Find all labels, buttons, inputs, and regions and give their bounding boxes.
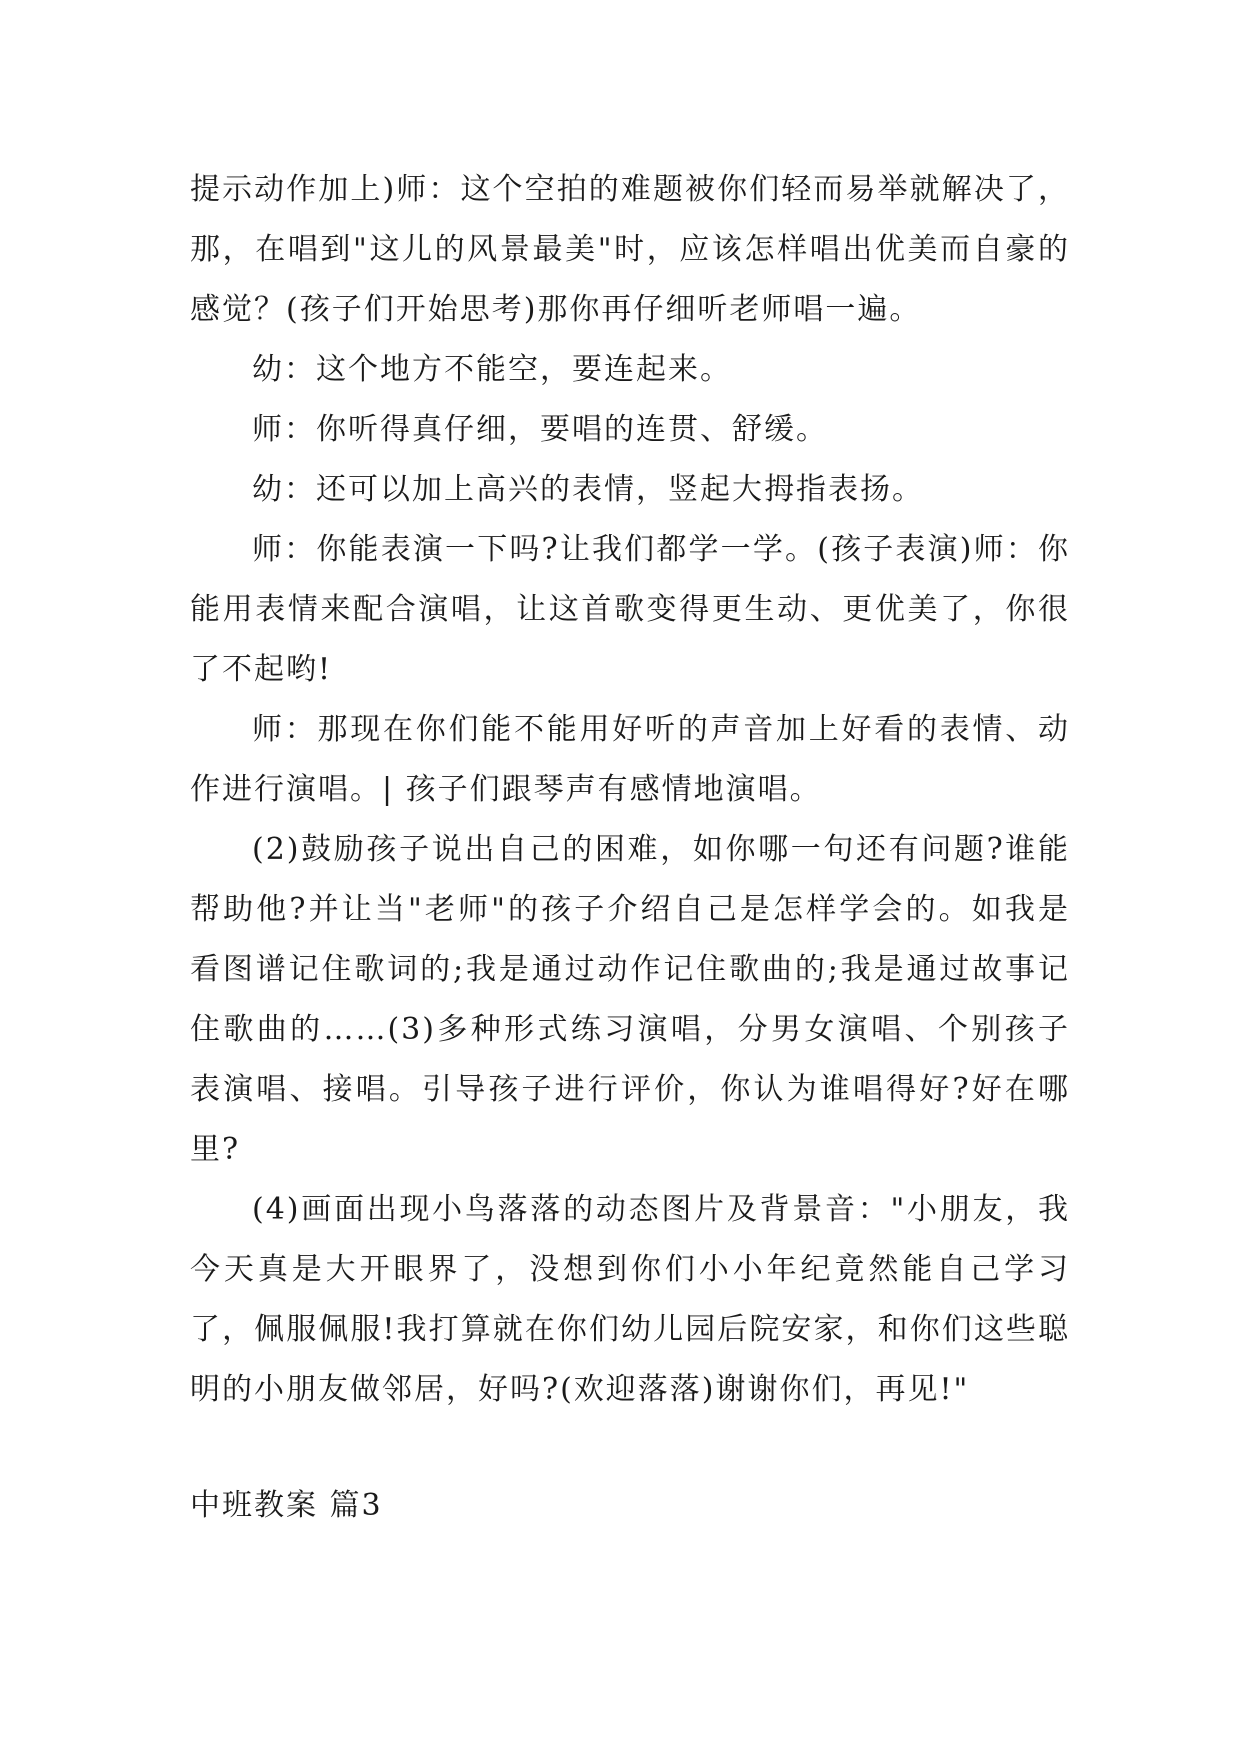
paragraph: 师：你能表演一下吗?让我们都学一学。(孩子表演)师：你能用表情来配合演唱，让这首歌变得更生动、更优美了，你很了不起哟! xyxy=(190,532,1070,687)
paragraph: 幼：这个地方不能空，要连起来。 xyxy=(252,352,732,387)
document-page xyxy=(190,160,1070,1536)
paragraph: 幼：还可以加上高兴的表情，竖起大拇指表扬。 xyxy=(252,472,924,507)
paragraph: 师：那现在你们能不能用好听的声音加上好看的表情、动作进行演唱。| 孩子们跟琴声有感情地演唱。 xyxy=(190,712,1070,807)
section-heading: 中班教案 篇3 xyxy=(190,1488,383,1523)
paragraph: 提示动作加上)师：这个空拍的难题被你们轻而易举就解决了，那，在唱到"这儿的风景最美"时，应该怎样唱出优美而自豪的感觉？(孩子们开始思考)那你再仔细听老师唱一遍。 xyxy=(190,172,1070,327)
paragraph: (2)鼓励孩子说出自己的困难，如你哪一句还有问题?谁能帮助他?并让当"老师"的孩子介绍自己是怎样学会的。如我是看图谱记住歌词的;我是通过动作记住歌曲的;我是通过故事记住歌曲的……(3)多种形式练习演唱，分男女演唱、个别孩子表演唱、接唱。引导孩子进行评价，你认为谁唱得好?好在哪里? xyxy=(190,832,1070,1167)
paragraph: 师：你听得真仔细，要唱的连贯、舒缓。 xyxy=(252,412,828,447)
paragraph: (4)画面出现小鸟落落的动态图片及背景音："小朋友，我今天真是大开眼界了，没想到你们小小年纪竟然能自己学习了，佩服佩服!我打算就在你们幼儿园后院安家，和你们这些聪明的小朋友做邻居，好吗?(欢迎落落)谢谢你们，再见!" xyxy=(190,1192,1070,1407)
